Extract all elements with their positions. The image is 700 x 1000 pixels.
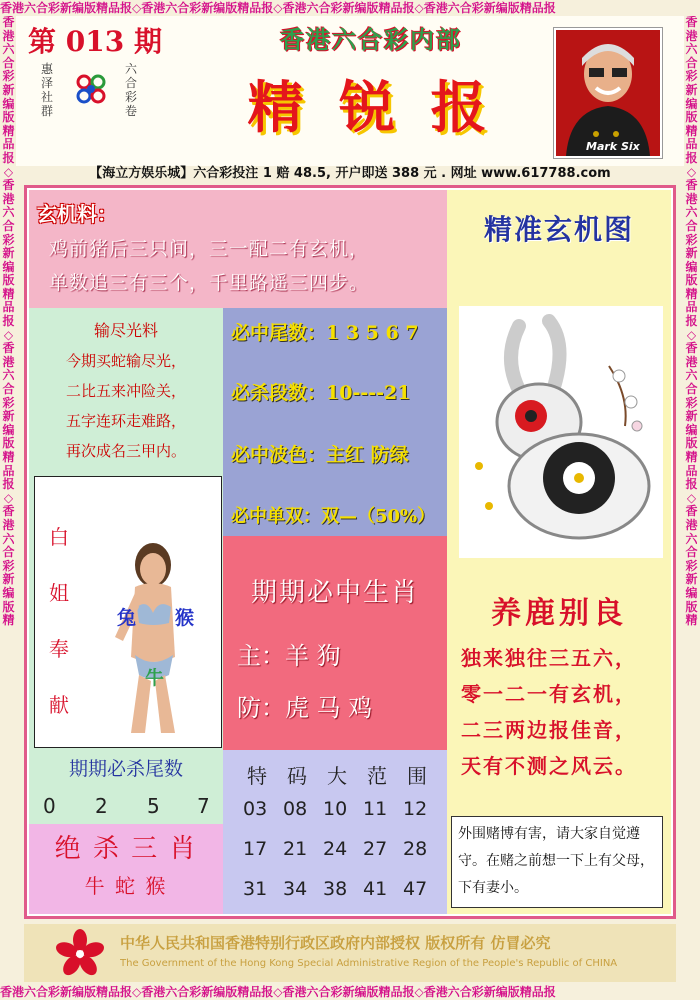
tema-number: 08: [283, 798, 308, 820]
xuanji-line-2: 单数追三有三个，千里路遥三四步。: [49, 272, 370, 294]
tema-number: 24: [323, 838, 348, 860]
tema-header-4: 范: [367, 764, 387, 788]
tema-number: 41: [363, 878, 388, 900]
gambling-notice: 外围赌博有害，请大家自觉遵守。在赌之前想一下上有父母，下有妻小。: [451, 816, 663, 908]
footer-cn: 中华人民共和国香港特别行政区政府内部授权 版权所有 仿冒必究: [120, 934, 551, 952]
issue-number: 第 013 期: [28, 25, 162, 58]
tema-number: 03: [243, 798, 268, 820]
killthree-animals: 牛 蛇 猴: [84, 874, 168, 898]
header: [16, 16, 684, 166]
prediction-tail: 必中尾数：1 3 5 6 7: [231, 322, 419, 344]
model-image: [95, 537, 205, 737]
tema-number: 34: [283, 878, 308, 900]
killthree-title: 绝 杀 三 肖: [54, 834, 198, 864]
killtail-panel: [29, 750, 223, 824]
top-border-ticker: 香港六合彩新编版精品报◇香港六合彩新编版精品报◇香港六合彩新编版精品报◇香港六合彩新编版精品报: [0, 1, 556, 15]
baijie-overlay-ox: 牛: [145, 667, 165, 689]
tema-header-5: 围: [407, 764, 427, 788]
left-border-ticker: 香港六合彩新编版精品报◇香港六合彩新编版精品报◇香港六合彩新编版精品报◇香港六合彩新编版精: [2, 16, 15, 628]
portrait-image: [554, 28, 662, 158]
shuyin-line-4: 再次成名三甲内。: [65, 442, 186, 460]
baijie-caption-2: 姐: [49, 581, 69, 605]
page-title: 精 锐 报: [247, 75, 495, 141]
baijie-panel: [29, 474, 223, 750]
tema-number: 12: [403, 798, 428, 820]
shuyin-title: 输尽光料: [93, 321, 158, 340]
bauhinia-emblem-icon: [54, 928, 106, 978]
killtail-digit-4: 7: [197, 794, 210, 818]
killtail-digit-2: 2: [95, 794, 108, 818]
yanglu-line-2: 零一二一有玄机，: [461, 682, 637, 706]
yanglu-line-4: 天有不测之风云。: [461, 754, 637, 778]
killthree-panel: [29, 824, 223, 914]
baijie-caption-1: 白: [49, 525, 69, 549]
killtail-digit-3: 5: [147, 794, 160, 818]
tema-number: 10: [323, 798, 348, 820]
tema-number: 17: [243, 838, 268, 860]
logo-right-text: 六合彩卷: [124, 62, 137, 118]
tema-panel: [223, 750, 447, 914]
baijie-caption-3: 奉: [49, 637, 69, 661]
baijie-overlay-rabbit: 兔: [117, 607, 137, 629]
killtail-title: 期期必杀尾数: [68, 758, 183, 780]
tema-number: 47: [403, 878, 428, 900]
tema-number: 38: [323, 878, 348, 900]
predictions-panel: [223, 308, 447, 536]
promo-line: 【海立方娱乐城】六合彩投注 1 赔 48.5, 开户即送 388 元 . 网址 www.617788.com: [89, 166, 611, 181]
footer-en: The Government of the Hong Kong Special Administrative Region of the People's Republic of CHINA: [120, 958, 618, 969]
shengxiao-main: 主：羊 狗: [237, 642, 341, 670]
tema-number: 31: [243, 878, 268, 900]
shuyin-line-3: 五字连环走难路，: [65, 412, 186, 430]
xuanji-line-1: 鸡前猪后三只间，三一配二有玄机，: [49, 238, 370, 260]
logo-left-text: 惠泽社群: [40, 62, 53, 118]
killtail-digit-1: 0: [43, 794, 56, 818]
brand-tag: Mark Six: [586, 140, 640, 153]
yanglu-title: 养鹿别良: [491, 596, 627, 631]
mark-six-logo-icon: [72, 70, 110, 108]
baijie-caption-4: 献: [49, 693, 69, 717]
shuyin-panel: [29, 308, 223, 474]
shengxiao-panel: [223, 536, 447, 750]
tema-number: 27: [363, 838, 388, 860]
xuanji-heading: 玄机料：: [37, 202, 117, 226]
shengxiao-defense: 防：虎 马 鸡: [237, 694, 373, 722]
prediction-segment: 必杀段数：10----21: [231, 382, 411, 404]
yanglu-line-1: 独来独往三五六，: [461, 646, 637, 670]
bottom-border-ticker: 香港六合彩新编版精品报◇香港六合彩新编版精品报◇香港六合彩新编版精品报◇香港六合彩新编版精品报: [0, 985, 556, 999]
tema-header-2: 码: [287, 764, 307, 788]
right-panel: [447, 190, 671, 914]
tema-number: 21: [283, 838, 308, 860]
tema-header-1: 特: [247, 764, 267, 788]
rabbit-image: [459, 306, 663, 558]
prediction-oddeven: 必中单双：双—（50%）: [231, 506, 436, 527]
shengxiao-title: 期期必中生肖: [250, 578, 419, 608]
baijie-overlay-monkey: 猴: [175, 607, 195, 629]
footer: [24, 924, 676, 982]
xuanji-panel: [29, 190, 447, 308]
subtitle: 香港六合彩内部: [280, 25, 462, 54]
shuyin-line-1: 今期买蛇输尽光，: [65, 352, 186, 370]
tema-header-3: 大: [327, 764, 347, 788]
yanglu-line-3: 二三两边报佳音，: [461, 718, 637, 742]
tema-number: 28: [403, 838, 428, 860]
prediction-color: 必中波色：主红 防绿: [231, 444, 409, 466]
tema-number: 11: [363, 798, 388, 820]
right-border-ticker: 香港六合彩新编版精品报◇香港六合彩新编版精品报◇香港六合彩新编版精品报◇香港六合彩新编版精: [685, 16, 698, 628]
shuyin-line-2: 二比五来冲险关，: [65, 382, 186, 400]
baijie-frame: [34, 476, 222, 748]
jingzhun-heading: 精准玄机图: [483, 213, 634, 246]
